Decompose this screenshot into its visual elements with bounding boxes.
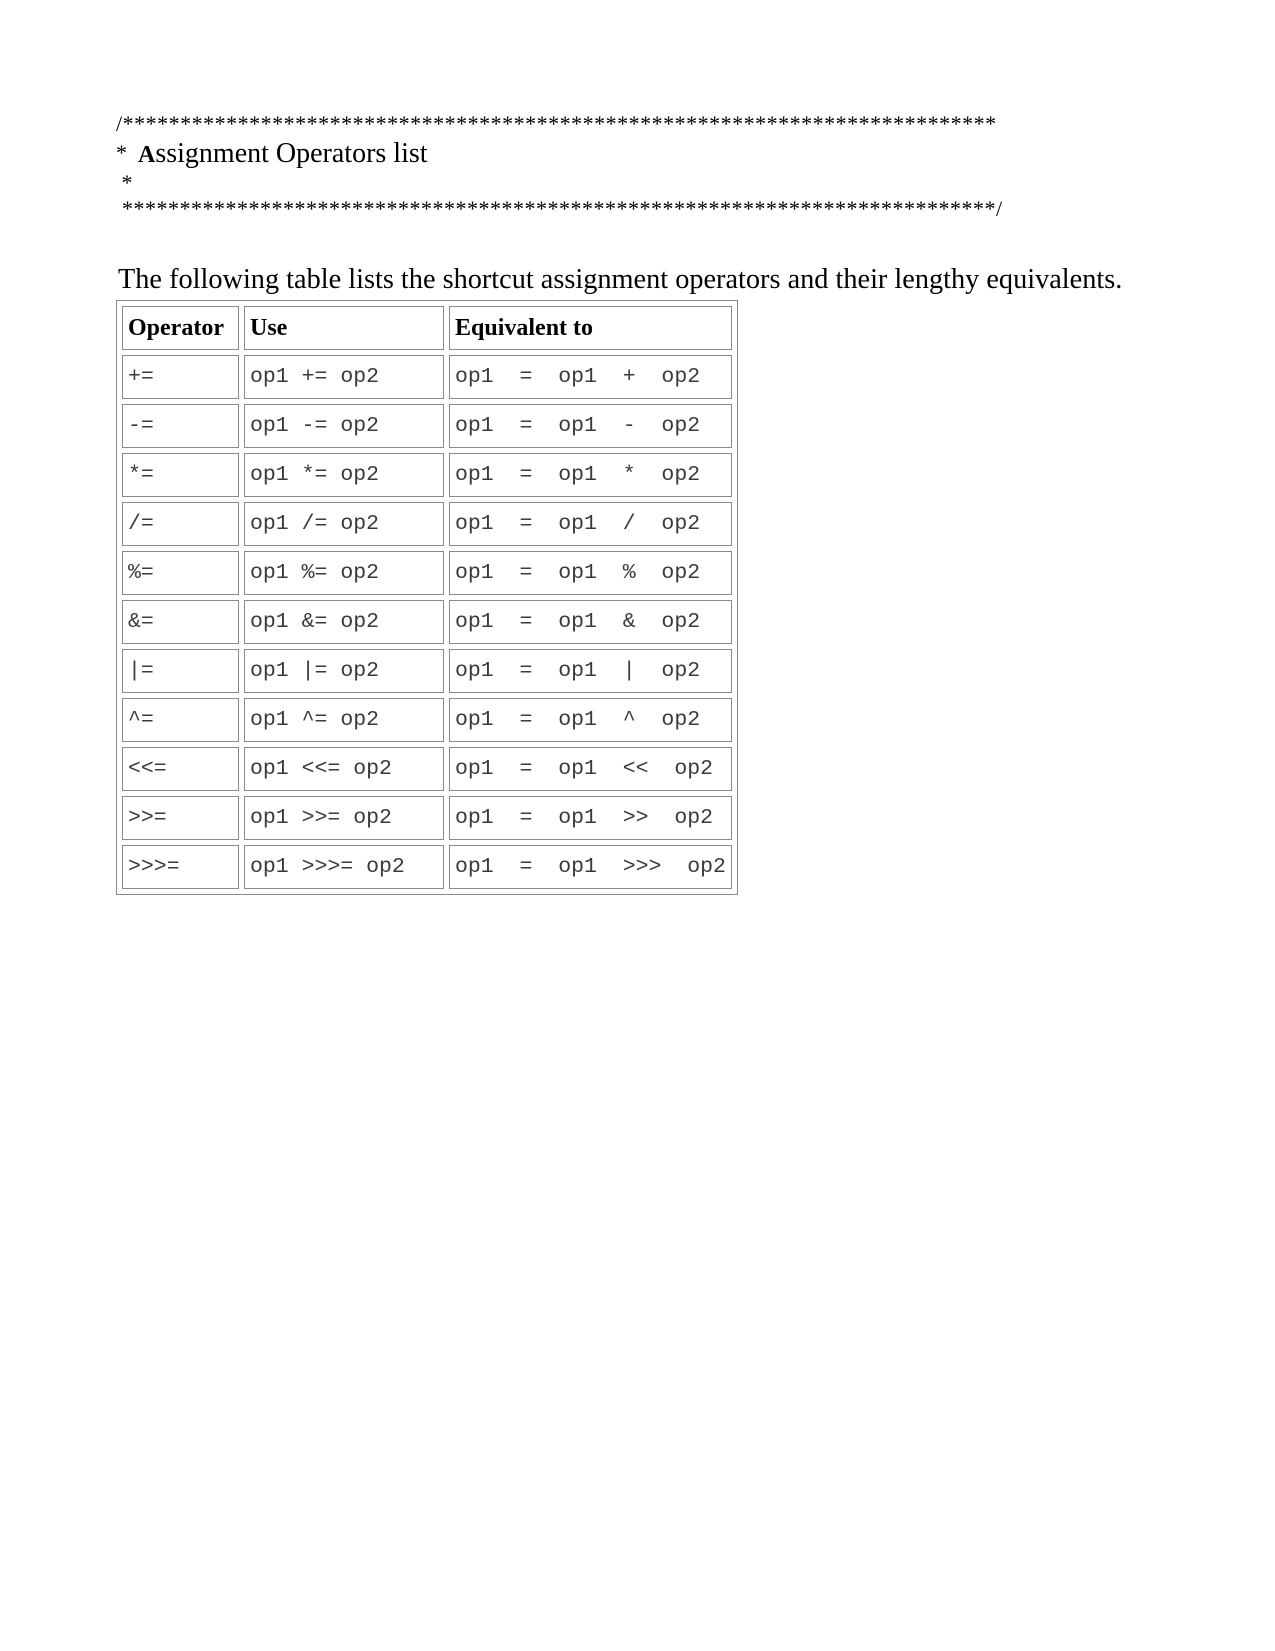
column-header-equivalent: Equivalent to	[449, 306, 732, 350]
use-cell: op1 >>= op2	[244, 796, 444, 840]
operator-cell: |=	[122, 649, 239, 693]
operator-cell: >>=	[122, 796, 239, 840]
operator-cell: >>>=	[122, 845, 239, 889]
column-header-use: Use	[244, 306, 444, 350]
equivalent-cell: op1 = op1 >>> op2	[449, 845, 732, 889]
comment-title-prefix: *	[116, 140, 138, 165]
equivalent-cell: op1 = op1 + op2	[449, 355, 732, 399]
operator-cell: +=	[122, 355, 239, 399]
use-cell: op1 -= op2	[244, 404, 444, 448]
use-cell: op1 >>>= op2	[244, 845, 444, 889]
comment-bottom-border	[116, 198, 1003, 224]
operator-cell: %=	[122, 551, 239, 595]
table-row	[122, 747, 732, 791]
operator-cell: <<=	[122, 747, 239, 791]
equivalent-cell: op1 = op1 & op2	[449, 600, 732, 644]
use-cell: op1 += op2	[244, 355, 444, 399]
comment-title	[116, 140, 1003, 170]
comment-header	[116, 113, 1003, 224]
operator-cell: /=	[122, 502, 239, 546]
table-row	[122, 502, 732, 546]
use-cell: op1 ^= op2	[244, 698, 444, 742]
use-cell: op1 <<= op2	[244, 747, 444, 791]
equivalent-cell: op1 = op1 << op2	[449, 747, 732, 791]
comment-middle-star: *	[121, 170, 133, 195]
intro-paragraph: The following table lists the shortcut assignment operators and their lengthy equivalents.	[118, 264, 1123, 295]
operator-cell: *=	[122, 453, 239, 497]
equivalent-cell: op1 = op1 % op2	[449, 551, 732, 595]
comment-title-rest: ssignment Operators list	[155, 138, 428, 169]
equivalent-cell: op1 = op1 - op2	[449, 404, 732, 448]
table-row	[122, 649, 732, 693]
equivalent-cell: op1 = op1 | op2	[449, 649, 732, 693]
table-row	[122, 404, 732, 448]
table-row	[122, 698, 732, 742]
equivalent-cell: op1 = op1 / op2	[449, 502, 732, 546]
operator-cell: &=	[122, 600, 239, 644]
use-cell: op1 &= op2	[244, 600, 444, 644]
use-cell: op1 *= op2	[244, 453, 444, 497]
table-row	[122, 551, 732, 595]
use-cell: op1 %= op2	[244, 551, 444, 595]
operator-cell: -=	[122, 404, 239, 448]
use-cell: op1 /= op2	[244, 502, 444, 546]
comment-top-border: /****************************************************************************	[116, 111, 997, 136]
comment-middle-line	[116, 172, 1003, 198]
comment-title-cap: A	[138, 142, 156, 168]
table-row	[122, 600, 732, 644]
table-header-row	[122, 306, 732, 350]
table-row	[122, 796, 732, 840]
assignment-operators-table	[116, 300, 738, 895]
equivalent-cell: op1 = op1 ^ op2	[449, 698, 732, 742]
table-row	[122, 355, 732, 399]
use-cell: op1 |= op2	[244, 649, 444, 693]
table-row	[122, 453, 732, 497]
equivalent-cell: op1 = op1 >> op2	[449, 796, 732, 840]
operator-cell: ^=	[122, 698, 239, 742]
equivalent-cell: op1 = op1 * op2	[449, 453, 732, 497]
comment-bottom-stars: ****************************************************************************/	[122, 196, 1003, 221]
table-row	[122, 845, 732, 889]
column-header-operator: Operator	[122, 306, 239, 350]
